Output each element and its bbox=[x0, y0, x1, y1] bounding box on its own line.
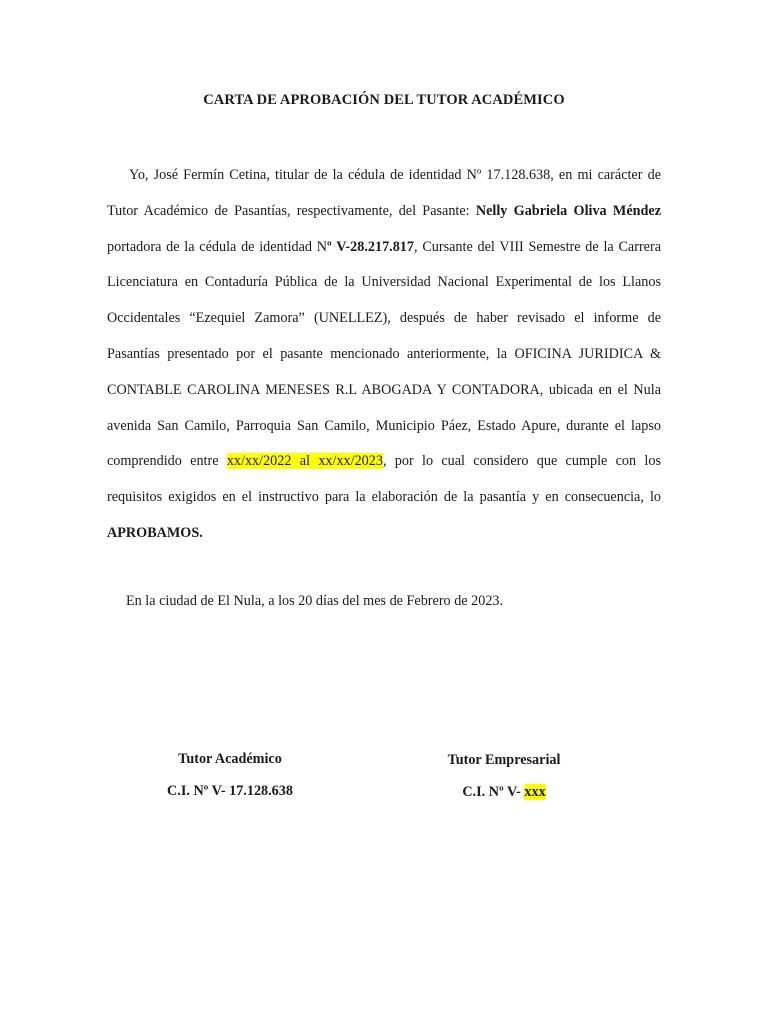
business-tutor-id-highlight: xxx bbox=[524, 784, 546, 800]
internship-period-highlight: xx/xx/2022 al xx/xx/2023 bbox=[226, 453, 383, 470]
signature-block-academic bbox=[140, 744, 320, 802]
business-tutor-id bbox=[414, 781, 594, 803]
business-tutor-id-prefix: C.I. Nº V- bbox=[462, 784, 525, 800]
academic-tutor-label: Tutor Académico bbox=[178, 751, 282, 767]
paragraph-text-1: Yo, José Fermín Cetina, titular de la cédula de identidad Nº 17.128.638, en mi carácter de Tutor Académico de Pasantías, respectivamente, del Pasante: bbox=[107, 167, 661, 219]
closing-statement: En la ciudad de El Nula, a los 20 días del mes de Febrero de 2023. bbox=[126, 593, 504, 609]
student-name: Nelly Gabriela Oliva Méndez bbox=[475, 202, 661, 219]
paragraph-text-2: portadora de la cédula de identidad N bbox=[107, 238, 328, 255]
student-id: º V-28.217.817 bbox=[327, 238, 414, 255]
body-paragraph bbox=[107, 158, 661, 552]
paragraph-text-4: , por lo cual considero que cumple con los requisitos exigidos en el instructivo para la elaboración de la pasantía y en consecuencia, lo bbox=[107, 453, 661, 506]
approval-word: APROBAMOS. bbox=[107, 524, 203, 541]
signature-block-business bbox=[414, 745, 594, 803]
document-title: CARTA DE APROBACIÓN DEL TUTOR ACADÉMICO bbox=[203, 92, 565, 108]
paragraph-text-3: , Cursante del VIII Semestre de la Carrera Licenciatura en Contaduría Pública de la Universidad Nacional Experimental de los Llanos Occidentales “Ezequiel Zamora” (UNELLEZ), después de haber revisado el informe de Pasantías presentado por el pasante mencionado anteriormente, la OFICINA JURIDICA & CONTABLE CAROLINA MENESES R.L ABOGADA Y CONTADORA, ubicada en el Nula avenida San Camilo, Parroquia San Camilo, Municipio Páez, Estado Apure, durante el lapso comprendido entre bbox=[107, 238, 661, 470]
business-tutor-label: Tutor Empresarial bbox=[447, 752, 561, 768]
academic-tutor-id: C.I. Nº V- 17.128.638 bbox=[167, 783, 293, 799]
